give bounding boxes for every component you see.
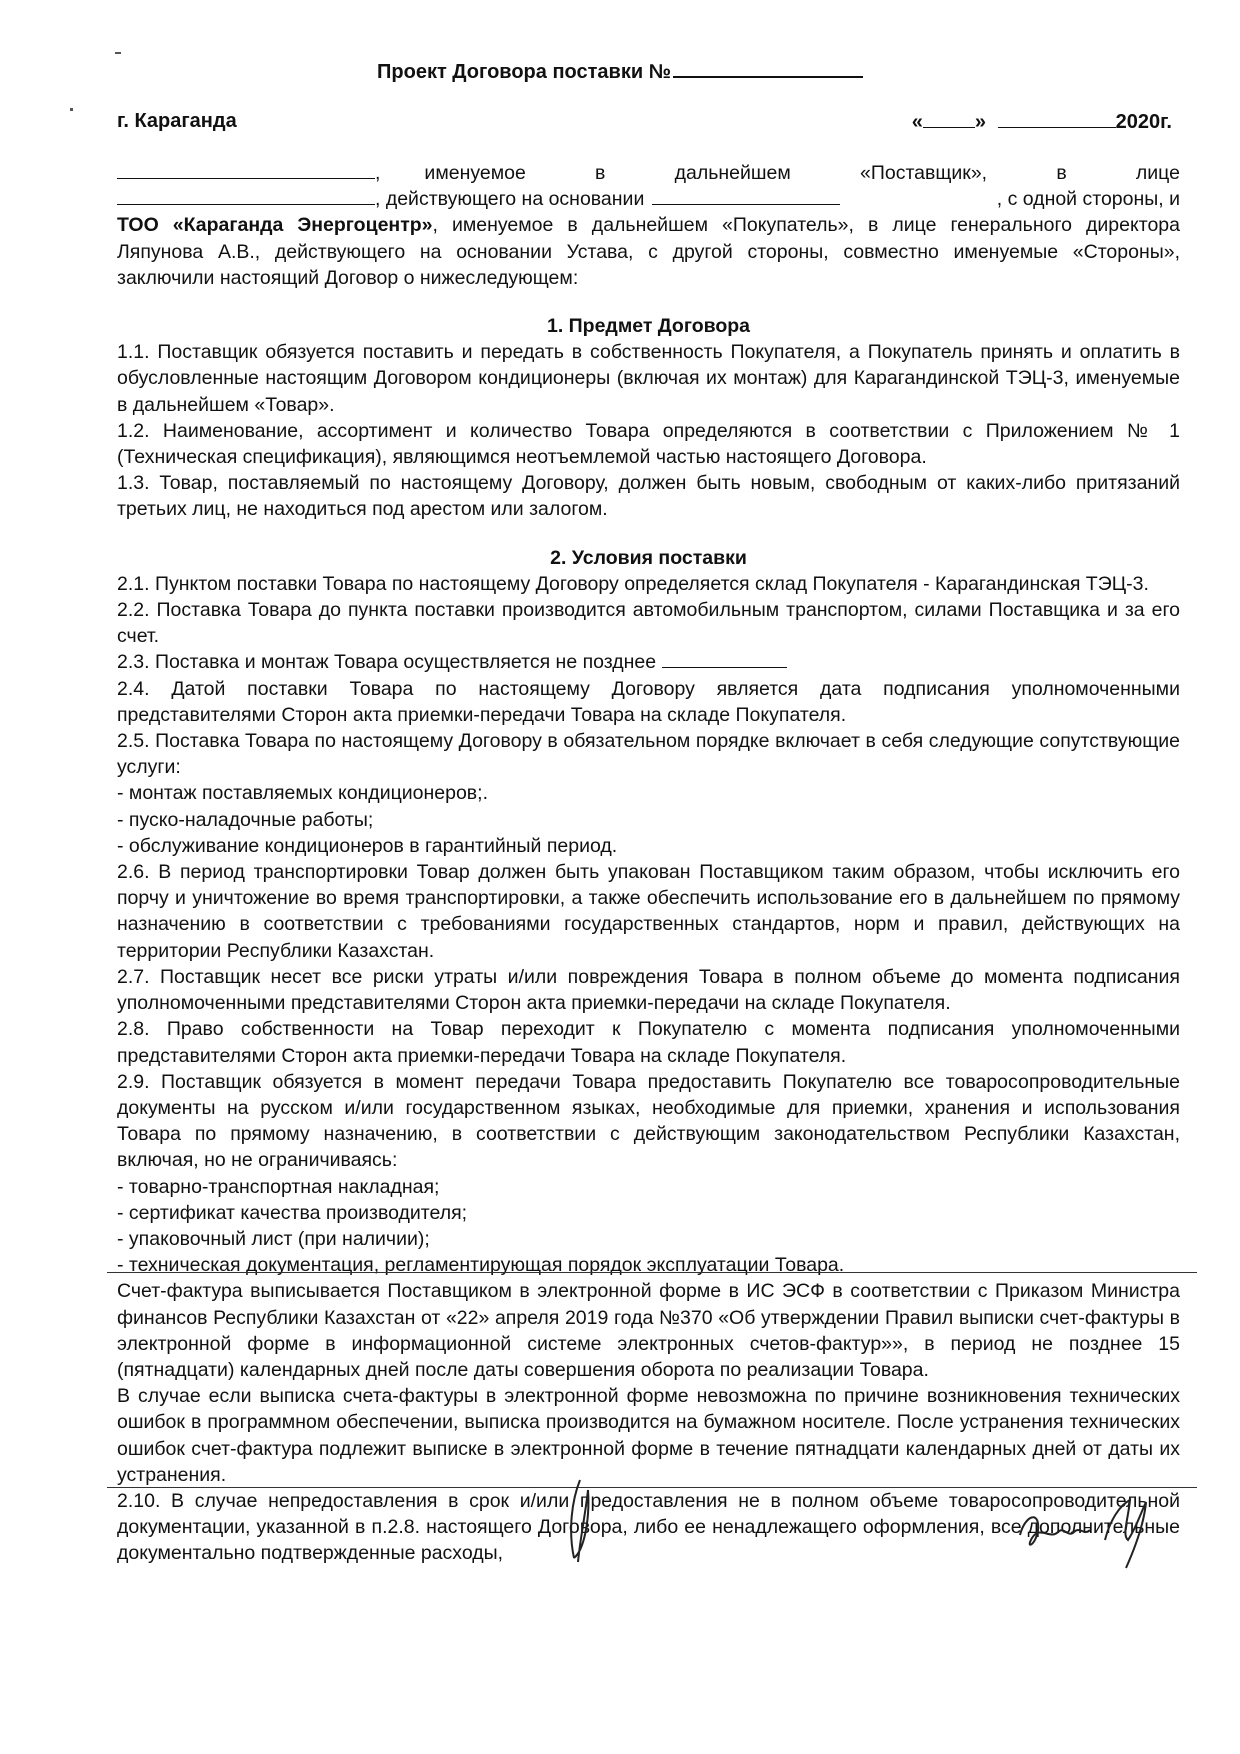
document-item: - техническая документация, регламентирующая порядок эксплуатации Товара.	[117, 1254, 845, 1277]
clause-2-7: 2.7. Поставщик несет все риски утраты и/или повреждения Товара в полном объеме до момента подписания уполномоченными представителями Сторон акта приемки-передачи на складе Покупателя.	[117, 965, 1180, 1015]
clause-1-1: 1.1. Поставщик обязуется поставить и передать в собственность Покупателя, а Покупатель принять и оплатить в обусловленные настоящим Договором кондиционеры (включая их монтаж) для Карагандинской ТЭЦ-3, именуемые в дальнейшем «Товар».	[117, 341, 1180, 416]
clause-2-4: 2.4. Датой поставки Товара по настоящему Договору является дата подписания уполномоченными представителями Сторон акта приемки-передачи Товара на складе Покупателя.	[117, 677, 1180, 726]
deadline-blank	[662, 650, 787, 668]
title-text: Проект Договора поставки №	[377, 61, 671, 83]
document-item: - сертификат качества производителя;	[117, 1201, 468, 1224]
section-1-heading: 1. Предмет Договора	[546, 315, 751, 338]
preamble-word: «Поставщик»,	[860, 162, 988, 184]
city-date-line	[117, 110, 1172, 133]
clause-1-2: 1.2. Наименование, ассортимент и количество Товара определяются в соответствии с Приложением № 1 (Техническая спецификация), являющимся неотъемлемой частью настоящего Договора.	[117, 419, 1180, 469]
invoice-paragraph-2: В случае если выписка счета-фактуры в электронной форме невозможна по причине возникновения технических ошибок в программном обеспечении, выписка производится на бумажном носителе. После устранения технических ошибок счет-фактура подлежит выписке в электронной форме в течение пятнадцати календарных дней от даты их устранения.	[117, 1385, 1180, 1486]
service-item: - обслуживание кондиционеров в гарантийный период.	[117, 834, 618, 857]
contract-number-blank	[673, 58, 863, 78]
document-title	[0, 58, 1240, 84]
service-item: - пуско-наладочные работы;	[117, 808, 374, 831]
section-2-heading: 2. Условия поставки	[550, 546, 747, 569]
basis-blank	[652, 187, 840, 205]
initials-mark	[550, 1470, 620, 1570]
city: г. Караганда	[117, 110, 237, 132]
clause-2-6: 2.6. В период транспортировки Товар должен быть упакован Поставщиком таким образом, чтобы исключить его порчу и уничтожение во время транспортировки, а также обеспечить использование его в дальнейшем по прямому назначению в соответствии с требованиями государственных стандартов, норм и правил, действующих на территории Республики Казахстан.	[117, 861, 1180, 962]
clause-2-1: 2.1. Пунктом поставки Товара по настоящему Договору определяется склад Покупателя - Карагандинская ТЭЦ-3.	[117, 572, 1149, 595]
preamble-rest: ТОО «Караганда Энергоцентр», именуемое в дальнейшем «Покупатель», в лице генерального директора Ляпунова А.В., действующего на основании Устава, с другой стороны, совместно именуемые «Стороны», заключили настоящий Договор о нижеследующем:	[117, 214, 1180, 289]
supplier-name-blank	[117, 161, 375, 179]
clause-2-5: 2.5. Поставка Товара по настоящему Договору в обязательном порядке включает в себя следующие сопутствующие услуги:	[117, 730, 1180, 779]
clause-2-10: 2.10. В случае непредоставления в срок и/или предоставления не в полном объеме товаросопроводительной документации, указанной в п.2.8. настоящего Договора, либо ее ненадлежащего оформления, все дополнительные документально подтвержденные расходы,	[117, 1489, 1180, 1565]
scan-dot	[115, 52, 121, 54]
preamble-word: в	[595, 162, 606, 184]
preamble-line-2: , действующего на основании , с одной стороны, и	[117, 186, 1180, 212]
scan-dot	[70, 108, 73, 111]
preamble-word: именуемое	[424, 162, 526, 184]
year: 2020г.	[1115, 111, 1172, 133]
preamble-word: в	[1056, 162, 1067, 184]
clause-2-8: 2.8. Право собственности на Товар переходит к Покупателю с момента подписания уполномоченными представителями Сторон акта приемки-передачи Товара на складе Покупателя.	[117, 1018, 1180, 1067]
month-blank	[998, 110, 1116, 128]
preamble-word: дальнейшем	[674, 162, 791, 184]
representative-blank	[117, 187, 375, 205]
clause-2-2: 2.2. Поставка Товара до пункта поставки производится автомобильным транспортом, силами Поставщика и за его счет.	[117, 599, 1180, 648]
preamble-line-1: , именуемое в дальнейшем «Поставщик», в лице	[117, 160, 1180, 186]
scan-line	[107, 1272, 1197, 1273]
section-1	[117, 313, 1180, 523]
section-2	[117, 545, 1180, 1567]
invoice-paragraph-1: Счет-фактура выписывается Поставщиком в электронной форме в ИС ЭСФ в соответствии с Приказом Министра финансов Республики Казахстан от «22» апреля 2019 года №370 «Об утверждении Правил выписки счет-фактуры в электронной форме в информационной системе электронных счетов-фактур»», в период не позднее 15 (пятнадцати) календарных дней после даты совершения оборота по реализации Товара.	[117, 1280, 1180, 1381]
clause-1-3: 1.3. Товар, поставляемый по настоящему Договору, должен быть новым, свободным от каких-либо притязаний третьих лиц, не находиться под арестом или залогом.	[117, 472, 1180, 521]
signature	[1010, 1480, 1180, 1570]
clause-2-9: 2.9. Поставщик обязуется в момент передачи Товара предоставить Покупателю все товаросопроводительные документы на русском и/или государственном языках, необходимые для приемки, хранения и использования Товара по прямому назначению, в соответствии с действующим законодательством Республики Казахстан, включая, но не ограничиваясь:	[117, 1070, 1180, 1172]
document-body	[117, 160, 1180, 1567]
preamble	[117, 160, 1180, 291]
contract-date: « » 2020г.	[911, 111, 1172, 133]
clause-2-3: 2.3. Поставка и монтаж Товара осуществляется не позднее	[117, 649, 1180, 675]
document-item: - упаковочный лист (при наличии);	[117, 1227, 430, 1250]
service-item: - монтаж поставляемых кондиционеров;.	[117, 782, 488, 805]
document-item: - товарно-транспортная накладная;	[117, 1175, 440, 1198]
day-blank	[923, 110, 975, 128]
preamble-word: лице	[1135, 162, 1180, 184]
